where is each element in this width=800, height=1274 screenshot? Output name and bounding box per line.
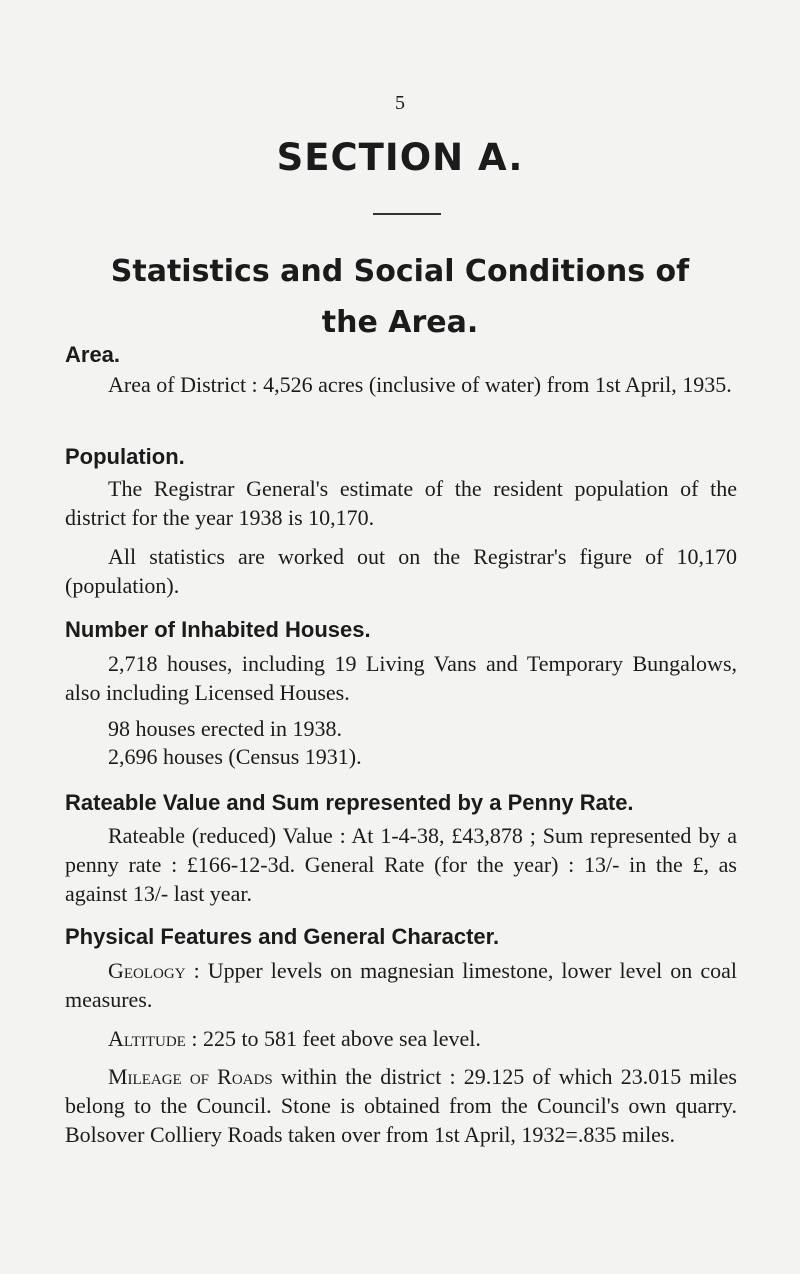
population-para-1: The Registrar General's estimate of the resident population of the district for the year 1938 is 10,170. xyxy=(65,476,737,530)
main-title-line-1: Statistics and Social Conditions of xyxy=(110,254,690,289)
houses-census-line: 2,696 houses (Census 1931). xyxy=(108,744,362,769)
physical-heading: Physical Features and General Character. xyxy=(65,924,500,949)
area-heading: Area. xyxy=(65,342,121,367)
area-text: Area of District : 4,526 acres (inclusive of water) from 1st April, 1935. xyxy=(108,372,732,397)
houses-erected-line: 98 houses erected in 1938. xyxy=(108,716,342,741)
section-title: SECTION A. xyxy=(276,136,524,179)
main-title-line-2: the Area. xyxy=(321,305,479,340)
houses-heading: Number of Inhabited Houses. xyxy=(65,617,371,642)
geology-text: : Upper levels on magnesian limestone, lower level on coal measures. xyxy=(65,958,737,1012)
mileage-label: Mileage of Roads xyxy=(108,1064,273,1089)
houses-para-1: 2,718 houses, including 19 Living Vans and Temporary Bungalows, also including Licensed Houses. xyxy=(65,651,737,705)
altitude-para xyxy=(65,1024,737,1053)
main-title xyxy=(100,246,700,348)
rateable-heading: Rateable Value and Sum represented by a Penny Rate. xyxy=(65,790,634,815)
geology-para xyxy=(65,956,737,1014)
population-heading: Population. xyxy=(65,444,185,469)
rateable-text: Rateable (reduced) Value : At 1-4-38, £43,878 ; Sum represented by a penny rate : £166-12-3d. General Rate (for the year) : 13/- in the £, as against 13/- last year. xyxy=(65,823,737,906)
mileage-text: within the district : 29.125 of which 23.015 miles belong to the Council. Stone is obtained from the Council's own quarry. Bolsover Colliery Roads taken over from 1st April, 1932=.835 miles. xyxy=(65,1064,737,1147)
page-number: 5 xyxy=(395,92,405,114)
population-para-2: All statistics are worked out on the Registrar's figure of 10,170 (population). xyxy=(65,544,737,598)
geology-label: Geology xyxy=(108,958,186,983)
mileage-para xyxy=(65,1062,737,1149)
altitude-text: : 225 to 581 feet above sea level. xyxy=(185,1026,481,1051)
altitude-label: Altitude xyxy=(108,1026,186,1051)
title-divider xyxy=(373,213,441,215)
